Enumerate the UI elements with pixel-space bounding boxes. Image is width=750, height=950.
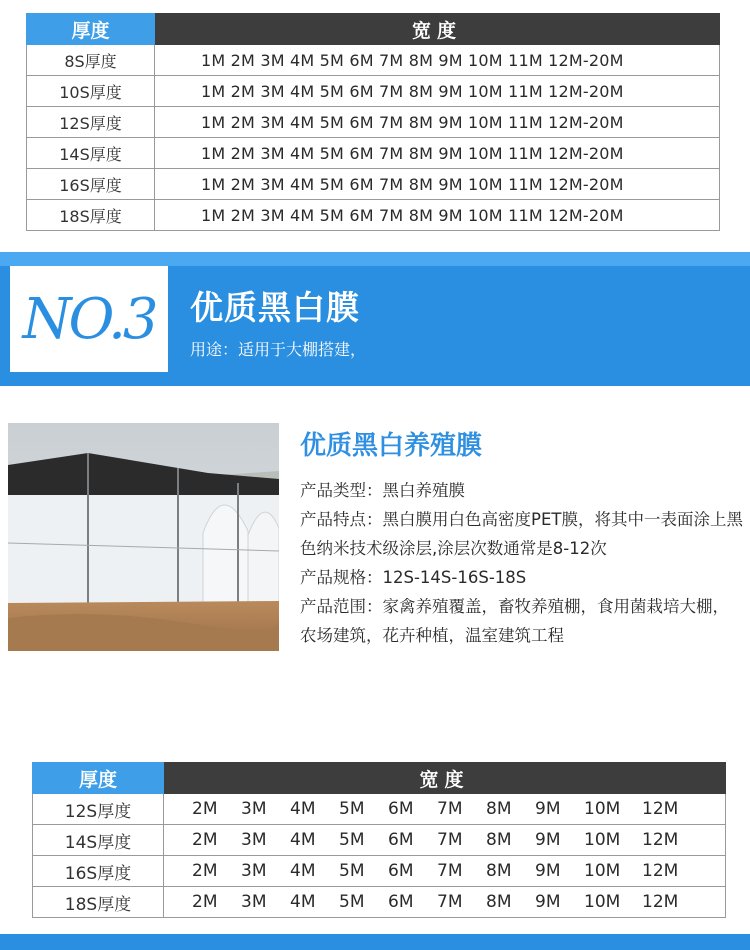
width-value: 7M xyxy=(437,892,463,912)
width-value: 12M xyxy=(642,861,679,881)
width-value: 10M xyxy=(584,799,621,819)
table-row xyxy=(27,76,720,107)
row-values: 1M 2M 3M 4M 5M 6M 7M 8M 9M 10M 11M 12M-20M xyxy=(155,200,720,231)
row-label: 18S厚度 xyxy=(33,887,164,918)
row-values: 1M 2M 3M 4M 5M 6M 7M 8M 9M 10M 11M 12M-20M xyxy=(155,107,720,138)
width-value: 5M xyxy=(339,861,365,881)
width-value: 8M xyxy=(486,892,512,912)
width-value: 12M xyxy=(642,830,679,850)
table-row xyxy=(27,169,720,200)
width-value: 5M xyxy=(339,799,365,819)
width-value: 10M xyxy=(584,830,621,850)
width-value: 9M xyxy=(535,861,561,881)
header-thickness: 厚度 xyxy=(27,14,155,45)
width-value: 2M xyxy=(192,830,218,850)
table-row xyxy=(33,856,726,887)
product-features-line: 产品特点：黑白膜用白色高密度PET膜，将其中一表面涂上黑色纳米技术级涂层,涂层次数通常是8-12次 xyxy=(300,510,743,558)
width-value: 7M xyxy=(437,799,463,819)
table-header-row xyxy=(27,14,720,45)
badge-text: NO.3 xyxy=(22,286,156,352)
row-values: 1M 2M 3M 4M 5M 6M 7M 8M 9M 10M 11M 12M-20M xyxy=(155,138,720,169)
row-label: 18S厚度 xyxy=(27,200,155,231)
product-title: 优质黑白养殖膜 xyxy=(300,431,483,461)
width-value: 6M xyxy=(388,892,414,912)
width-value: 4M xyxy=(290,861,316,881)
width-value: 3M xyxy=(241,892,267,912)
width-value: 12M xyxy=(642,799,679,819)
width-value: 2M xyxy=(192,799,218,819)
width-value: 3M xyxy=(241,799,267,819)
width-value: 6M xyxy=(388,799,414,819)
width-value: 6M xyxy=(388,830,414,850)
header-thickness: 厚度 xyxy=(33,763,164,794)
greenhouse-photo xyxy=(8,423,279,651)
width-value: 9M xyxy=(535,799,561,819)
width-value: 10M xyxy=(584,892,621,912)
width-value: 6M xyxy=(388,861,414,881)
width-value: 2M xyxy=(192,892,218,912)
width-value: 3M xyxy=(241,861,267,881)
row-label: 12S厚度 xyxy=(27,107,155,138)
banner-subtitle: 用途：适用于大棚搭建， xyxy=(190,340,367,359)
width-value: 2M xyxy=(192,861,218,881)
width-value: 8M xyxy=(486,861,512,881)
row-label: 12S厚度 xyxy=(33,794,164,825)
row-values xyxy=(164,825,726,856)
product-type-line: 产品类型：黑白养殖膜 xyxy=(300,481,465,500)
product-scope-line: 产品范围：家禽养殖覆盖，畜牧养殖棚，食用菌栽培大棚，农场建筑，花卉种植，温室建筑工程 xyxy=(300,597,729,645)
product-description xyxy=(300,476,745,650)
table-row xyxy=(27,200,720,231)
header-width: 宽度 xyxy=(164,763,726,794)
banner-title: 优质黑白膜 xyxy=(190,288,360,327)
row-values: 1M 2M 3M 4M 5M 6M 7M 8M 9M 10M 11M 12M-20M xyxy=(155,76,720,107)
table-row xyxy=(33,825,726,856)
number-badge xyxy=(10,266,168,372)
row-values xyxy=(164,887,726,918)
table-row xyxy=(27,138,720,169)
thickness-width-table-1 xyxy=(26,13,720,231)
row-values: 1M 2M 3M 4M 5M 6M 7M 8M 9M 10M 11M 12M-20M xyxy=(155,45,720,76)
table-row xyxy=(27,45,720,76)
row-label: 8S厚度 xyxy=(27,45,155,76)
width-value: 5M xyxy=(339,892,365,912)
row-label: 10S厚度 xyxy=(27,76,155,107)
width-value: 4M xyxy=(290,892,316,912)
row-label: 14S厚度 xyxy=(33,825,164,856)
row-values xyxy=(164,794,726,825)
width-value: 5M xyxy=(339,830,365,850)
header-width: 宽度 xyxy=(155,14,720,45)
width-value: 3M xyxy=(241,830,267,850)
width-value: 9M xyxy=(535,892,561,912)
row-label: 16S厚度 xyxy=(27,169,155,200)
width-value: 7M xyxy=(437,861,463,881)
width-value: 9M xyxy=(535,830,561,850)
width-value: 8M xyxy=(486,830,512,850)
row-label: 14S厚度 xyxy=(27,138,155,169)
width-value: 4M xyxy=(290,799,316,819)
row-values xyxy=(164,856,726,887)
table-header-row xyxy=(33,763,726,794)
row-values: 1M 2M 3M 4M 5M 6M 7M 8M 9M 10M 11M 12M-20M xyxy=(155,169,720,200)
width-value: 12M xyxy=(642,892,679,912)
table-row xyxy=(27,107,720,138)
width-value: 10M xyxy=(584,861,621,881)
banner-top-stripe xyxy=(0,252,750,266)
product-spec-line: 产品规格：12S-14S-16S-18S xyxy=(300,568,527,587)
bottom-banner-strip xyxy=(0,934,750,950)
thickness-width-table-2 xyxy=(32,762,726,918)
table-row xyxy=(33,794,726,825)
width-value: 7M xyxy=(437,830,463,850)
table-row xyxy=(33,887,726,918)
row-label: 16S厚度 xyxy=(33,856,164,887)
width-value: 4M xyxy=(290,830,316,850)
width-value: 8M xyxy=(486,799,512,819)
